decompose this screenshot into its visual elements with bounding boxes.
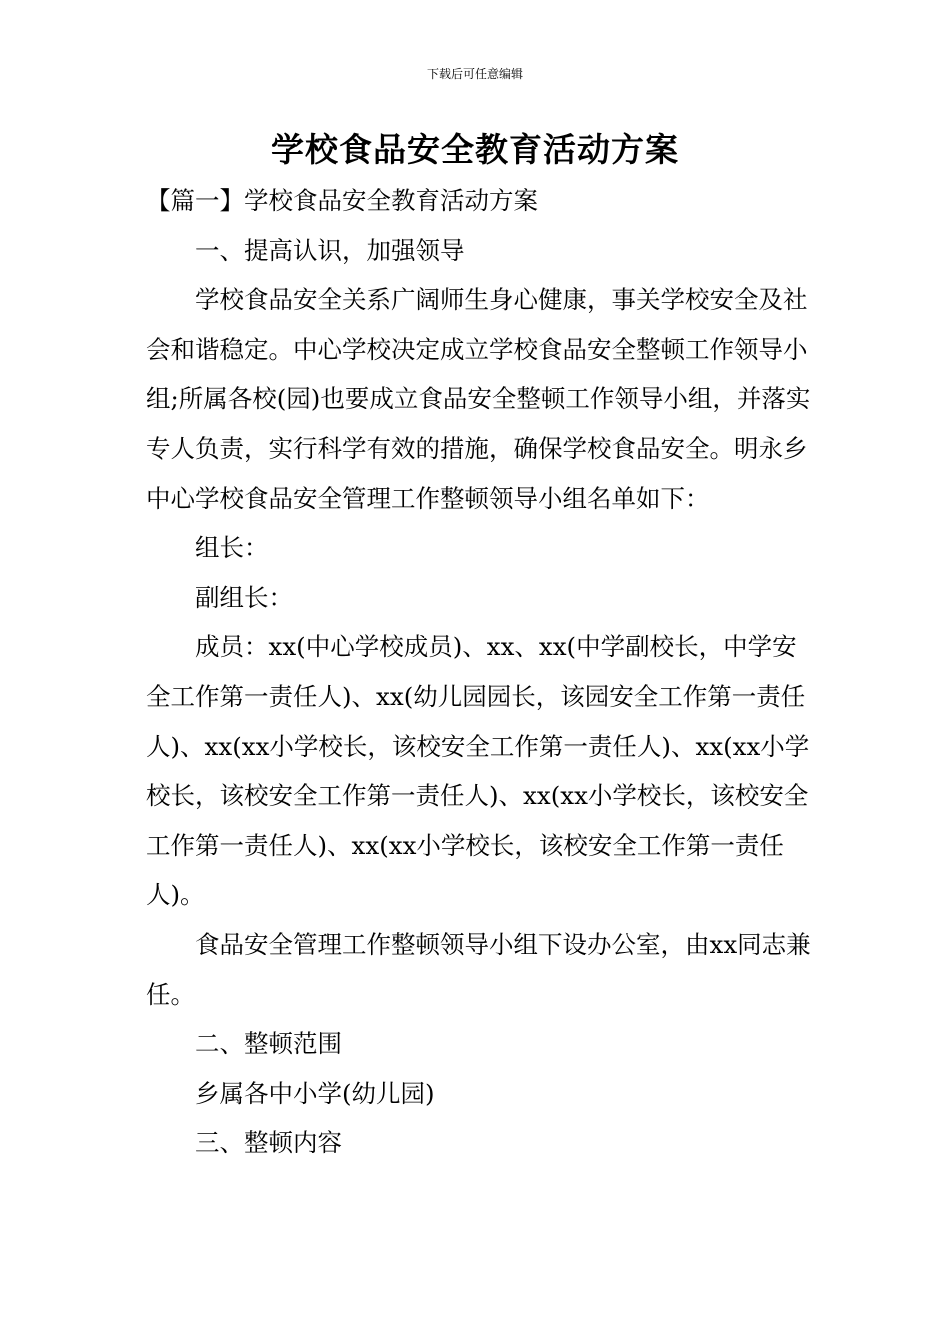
paragraph-deputy-leader: 副组长： bbox=[195, 582, 293, 612]
paragraph-leadership-group: 学校食品安全关系广阔师生身心健康，事关学校安全及社会和谐稳定。中心学校决定成立学校食品安全整顿工作领导小组;所属各校(园)也要成立食品安全整顿工作领导小组，并落实专人负责，实行科学有效的措施，确保学校食品安全。明永乡中心学校食品安全管理工作整顿领导小组名单如下： bbox=[146, 285, 811, 513]
document-body bbox=[146, 176, 818, 1168]
paragraph-members: 成员：xx(中心学校成员)、xx、xx(中学副校长，中学安全工作第一责任人)、xx(幼儿园园长，该园安全工作第一责任人)、xx(xx小学校长，该校安全工作第一责任人)、xx(xx小学校长，该校安全工作第一责任人)、xx(xx小学校长，该校安全工作第一责任人)、xx(xx小学校长，该校安全工作第一责任人)。 bbox=[146, 632, 810, 910]
paragraph-group-leader: 组长： bbox=[195, 533, 269, 563]
document-title: 学校食品安全教育活动方案 bbox=[271, 130, 679, 169]
heading-scope: 二、整顿范围 bbox=[195, 1029, 342, 1059]
page-header-note: 下载后可任意编辑 bbox=[426, 67, 523, 81]
paragraph-scope: 乡属各中小学(幼儿园) bbox=[195, 1078, 435, 1108]
heading-improve-awareness: 一、提高认识，加强领导 bbox=[195, 235, 465, 265]
section-heading: 【篇一】学校食品安全教育活动方案 bbox=[146, 186, 538, 215]
heading-content: 三、整顿内容 bbox=[195, 1128, 342, 1158]
paragraph-office: 食品安全管理工作整顿领导小组下设办公室，由xx同志兼任。 bbox=[146, 929, 811, 1009]
